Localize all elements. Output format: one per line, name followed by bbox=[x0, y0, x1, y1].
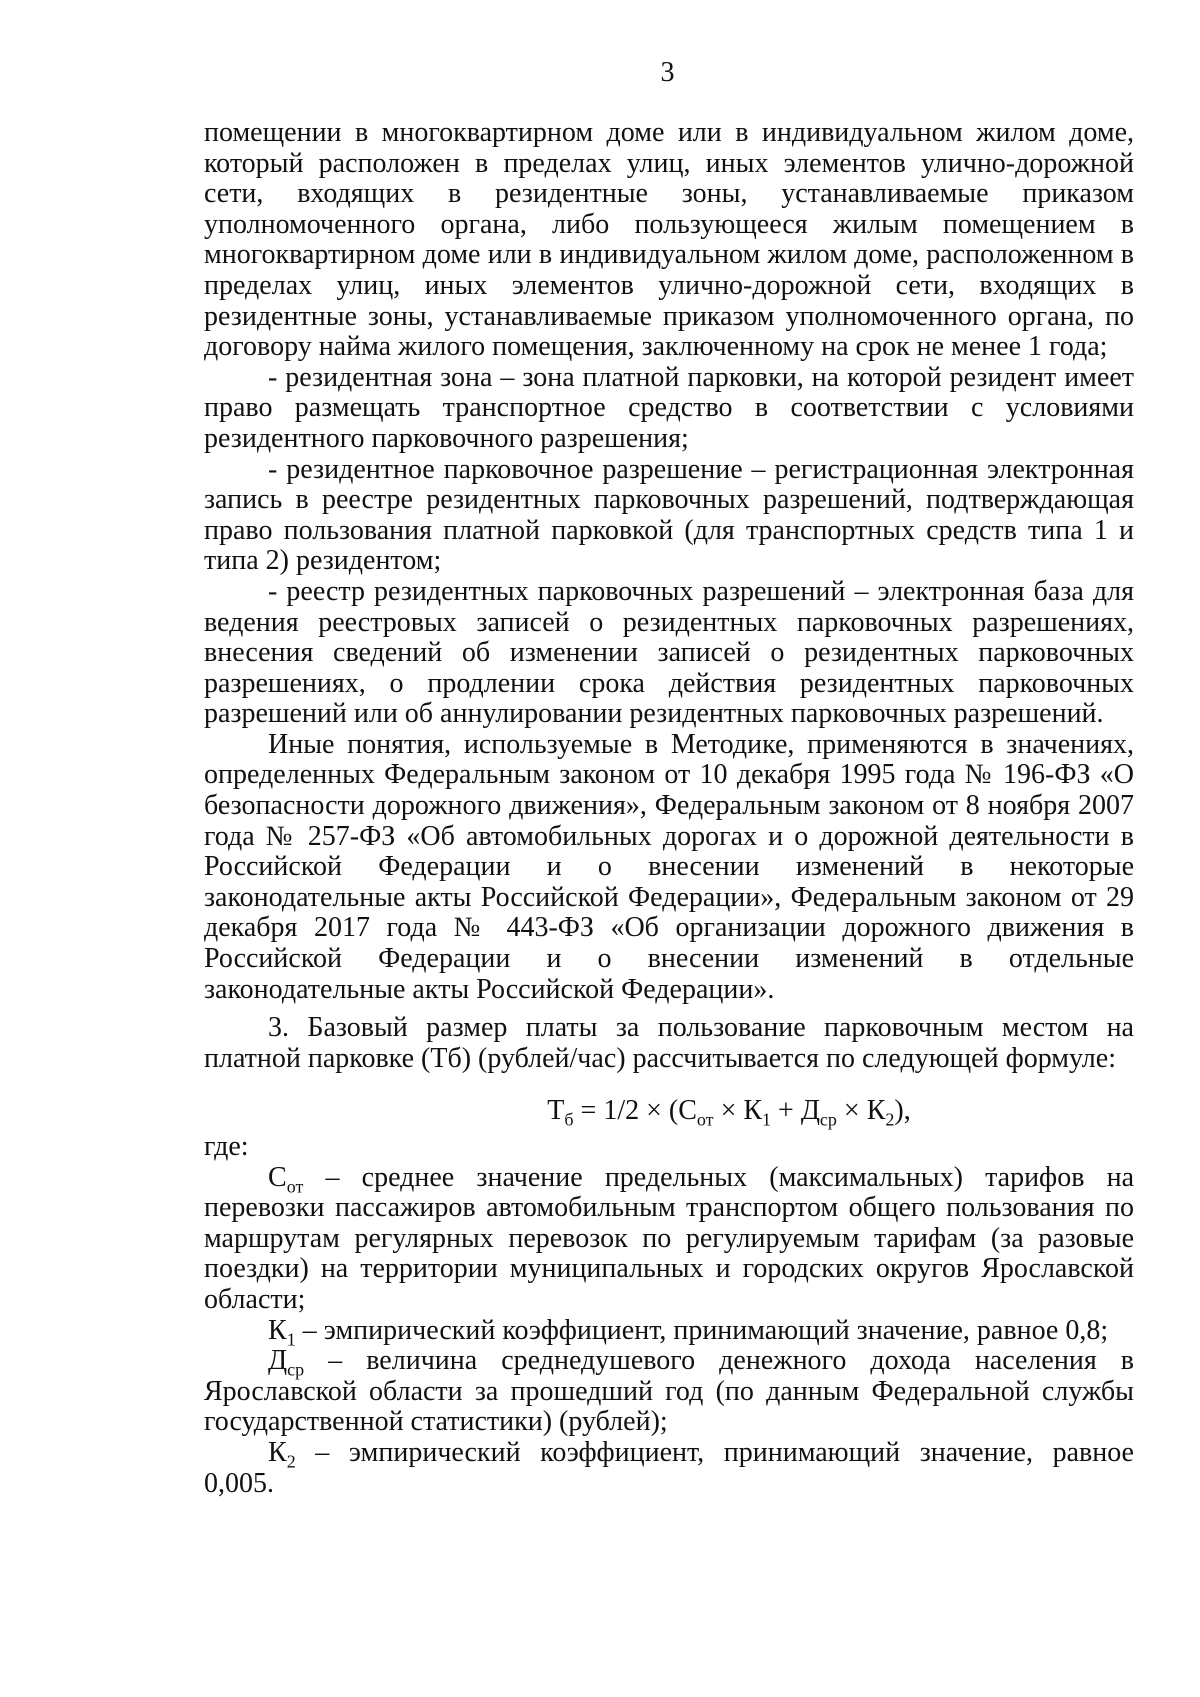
definition-permit-registry: - реестр резидентных парковочных разрешений – электронная база для ведения реестровых записей о резидентных парковочных разрешениях, внесения сведений об изменении записей о резидентных парковочных разрешениях, о продлении срока действия резидентных парковочных разрешений или об аннулировании резидентных парковочных разрешений. bbox=[204, 575, 1134, 730]
paragraph-continuation: помещении в многоквартирном доме или в индивидуальном жилом доме, который расположен в пределах улиц, иных элементов улично-дорожной сети, входящих в резидентные зоны, устанавливаемые приказом уполномоченного органа, либо пользующееся жилым помещением в многоквартирном доме или в индивидуальном жилом доме, расположенном в пределах улиц, иных элементов улично-дорожной сети, входящих в резидентные зоны, устанавливаемые приказом уполномоченного органа, по договору найма жилого помещения, заключенному на срок не менее 1 года; bbox=[204, 117, 1134, 363]
paragraph-other-terms: Иные понятия, используемые в Методике, применяются в значениях, определенных Федеральным законом от 10 декабря 1995 года № 196-ФЗ «О безопасности дорожного движения», Федеральным законом от 8 ноября 2007 года № 257-ФЗ «Об автомобильных дорогах и о дорожной деятельности в Российской Федерации и о внесении изменений в некоторые законодательные акты Российской Федерации», Федеральным законом от 29 декабря 2017 года № 443-ФЗ «Об организации дорожного движения в Российской Федерации и о внесении изменений в отдельные законодательные акты Российской Федерации». bbox=[204, 728, 1134, 1005]
document-body bbox=[204, 118, 1134, 1499]
variable-k2-definition: $К_2$ – эмпирический коэффициент, принимающий значение, равное 0,005. bbox=[204, 1436, 1134, 1499]
page-number: 3 bbox=[660, 57, 675, 88]
variable-k1-definition: $К_1$ – эмпирический коэффициент, принимающий значение, равное 0,8; bbox=[268, 1314, 1109, 1350]
definition-resident-permit: - резидентное парковочное разрешение – регистрационная электронная запись в реестре резидентных парковочных разрешений, подтверждающая право пользования платной парковкой (для транспортных средств типа 1 и типа 2) резидентом; bbox=[204, 453, 1134, 577]
paragraph-item-3: 3. Базовый размер платы за пользование парковочным местом на платной парковке (Тб) (рублей/час) рассчитывается по следующей формуле: bbox=[204, 1012, 1134, 1074]
tariff-formula: $Т_б = 1/2 \times (С_{от} \times К_1 + Д_{ср} \times К_2)$, bbox=[547, 1095, 911, 1130]
variable-c-definition: $С_{от}$ – среднее значение предельных (максимальных) тарифов на перевозки пассажиров автомобильным транспортом общего пользования по маршрутам регулярных перевозок по регулируемым тарифам (за разовые поездки) на территории муниципальных и городских округов Ярославской области; bbox=[204, 1161, 1134, 1315]
definition-resident-zone: - резидентная зона – зона платной парковки, на которой резидент имеет право размещать транспортное средство в соответствии с условиями резидентного парковочного разрешения; bbox=[204, 361, 1134, 454]
where-label: где: bbox=[204, 1131, 249, 1162]
variable-d-definition: $Д_{ср}$ – величина среднедушевого денежного дохода населения в Ярославской области за прошедший год (по данным Федеральной службы государственной статистики) (рублей); bbox=[204, 1345, 1134, 1438]
